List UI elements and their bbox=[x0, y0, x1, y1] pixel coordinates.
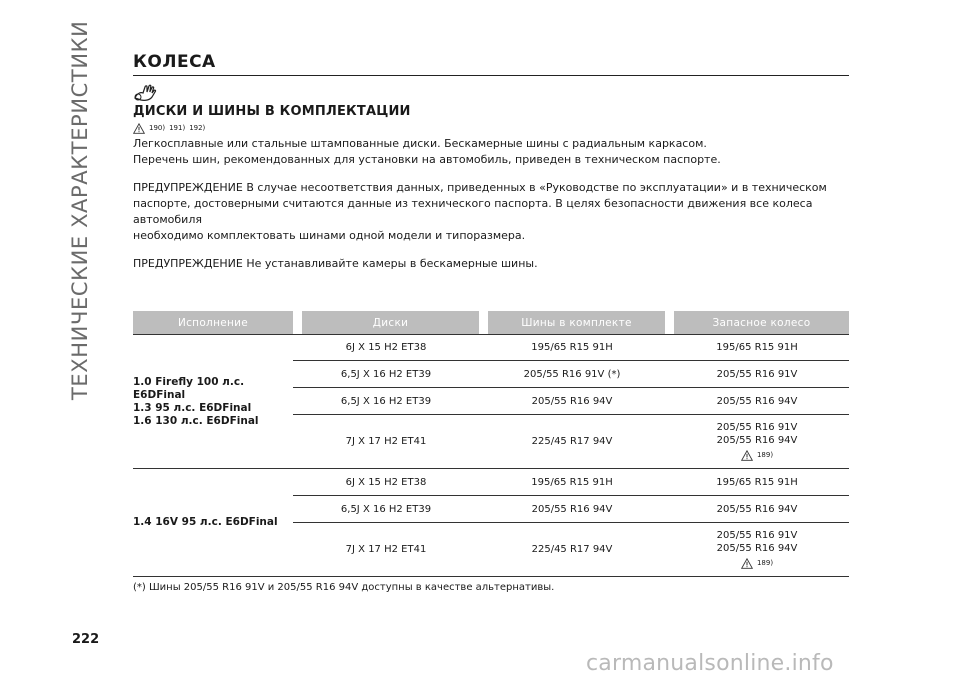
tyre-cell: 205/55 R16 94V bbox=[479, 496, 665, 523]
spare-cell: 205/55 R16 94V bbox=[665, 496, 849, 523]
warning-refs bbox=[133, 122, 849, 134]
ref-192: 192) bbox=[189, 124, 206, 132]
table-row bbox=[133, 469, 849, 496]
warning-1-line-1: ПРЕДУПРЕЖДЕНИЕ В случае несоответствия данных, приведенных в «Руководстве по эксплуатации» и в техническом bbox=[133, 181, 827, 194]
disk-cell: 6J X 15 H2 ET38 bbox=[293, 335, 479, 361]
page-content bbox=[133, 52, 849, 593]
paragraph-tyre-list: Перечень шин, рекомендованных для установки на автомобиль, приведен в техническом паспорте. bbox=[133, 153, 721, 166]
tyre-cell: 205/55 R16 94V bbox=[479, 388, 665, 415]
warning-1-line-2: паспорте, достоверными считаются данные из технического паспорта. В целях безопасности движения все колеса автомобиля bbox=[133, 197, 813, 226]
model-line: 1.6 130 л.с. E6DFinal bbox=[133, 414, 259, 427]
subsection-title: ДИСКИ И ШИНЫ В КОМПЛЕКТАЦИИ bbox=[133, 104, 411, 119]
tyre-cell: 225/45 R17 94V bbox=[479, 523, 665, 577]
spare-line: 205/55 R16 91V bbox=[716, 530, 798, 541]
title-rule bbox=[133, 75, 849, 76]
tyre-cell: 205/55 R16 91V (*) bbox=[479, 361, 665, 388]
spare-warning-ref bbox=[669, 557, 845, 570]
spare-cell: 205/55 R16 91V bbox=[665, 361, 849, 388]
model-line: 1.0 Firefly 100 л.с. bbox=[133, 375, 245, 388]
disk-cell: 6,5J X 16 H2 ET39 bbox=[293, 496, 479, 523]
ref-191: 191) bbox=[169, 124, 186, 132]
warning-1-line-3: необходимо комплектовать шинами одной модели и типоразмера. bbox=[133, 229, 526, 242]
side-chapter-title: ТЕХНИЧЕСКИЕ ХАРАКТЕРИСТИКИ bbox=[68, 20, 92, 400]
ref-189: 189) bbox=[756, 451, 774, 459]
header-version: Исполнение bbox=[133, 311, 293, 334]
model-cell bbox=[133, 469, 293, 577]
paragraph-disks: Легкосплавные или стальные штампованные диски. Бескамерные шины с радиальным каркасом. bbox=[133, 137, 707, 150]
paragraph-warning-2: ПРЕДУПРЕЖДЕНИЕ Не устанавливайте камеры в бескамерные шины. bbox=[133, 257, 538, 270]
warning-triangle-icon bbox=[133, 123, 145, 134]
spare-cell: 195/65 R15 91H bbox=[665, 469, 849, 496]
model-cell bbox=[133, 335, 293, 469]
header-tyres: Шины в комплекте bbox=[479, 311, 665, 334]
watermark: carmanualsonline.info bbox=[586, 651, 834, 676]
page-number: 222 bbox=[72, 632, 100, 647]
disk-cell: 7J X 17 H2 ET41 bbox=[293, 523, 479, 577]
warning-triangle-icon bbox=[741, 558, 753, 569]
tyre-cell: 195/65 R15 91H bbox=[479, 469, 665, 496]
spare-line: 205/55 R16 94V bbox=[716, 435, 798, 446]
spare-cell bbox=[665, 523, 849, 577]
spare-line: 205/55 R16 94V bbox=[716, 543, 798, 554]
ref-190: 190) bbox=[149, 124, 166, 132]
paragraph-warning-1 bbox=[133, 180, 849, 244]
footnote: (*) Шины 205/55 R16 91V и 205/55 R16 94V доступны в качестве альтернативы. bbox=[133, 582, 555, 593]
spare-warning-ref bbox=[669, 449, 845, 462]
ref-189: 189) bbox=[756, 559, 774, 567]
disk-cell: 6,5J X 16 H2 ET39 bbox=[293, 361, 479, 388]
spare-line: 205/55 R16 91V bbox=[716, 422, 798, 433]
spare-cell bbox=[665, 415, 849, 469]
spare-cell: 205/55 R16 94V bbox=[665, 388, 849, 415]
model-line: E6DFinal bbox=[133, 388, 186, 401]
header-spare-wheel: Запасное колесо bbox=[665, 311, 849, 334]
disk-cell: 6J X 15 H2 ET38 bbox=[293, 469, 479, 496]
disk-cell: 6,5J X 16 H2 ET39 bbox=[293, 388, 479, 415]
wheels-tyres-table bbox=[133, 311, 849, 577]
hand-wheel-icon bbox=[133, 84, 159, 102]
model-line: 1.3 95 л.с. E6DFinal bbox=[133, 401, 252, 414]
section-title: КОЛЕСА bbox=[133, 52, 216, 72]
disk-cell: 7J X 17 H2 ET41 bbox=[293, 415, 479, 469]
tyre-cell: 195/65 R15 91H bbox=[479, 335, 665, 361]
table-row bbox=[133, 335, 849, 361]
model-line: 1.4 16V 95 л.с. E6DFinal bbox=[133, 516, 278, 528]
header-disks: Диски bbox=[293, 311, 479, 334]
warning-triangle-icon bbox=[741, 450, 753, 461]
tyre-cell: 225/45 R17 94V bbox=[479, 415, 665, 469]
spare-cell: 195/65 R15 91H bbox=[665, 335, 849, 361]
